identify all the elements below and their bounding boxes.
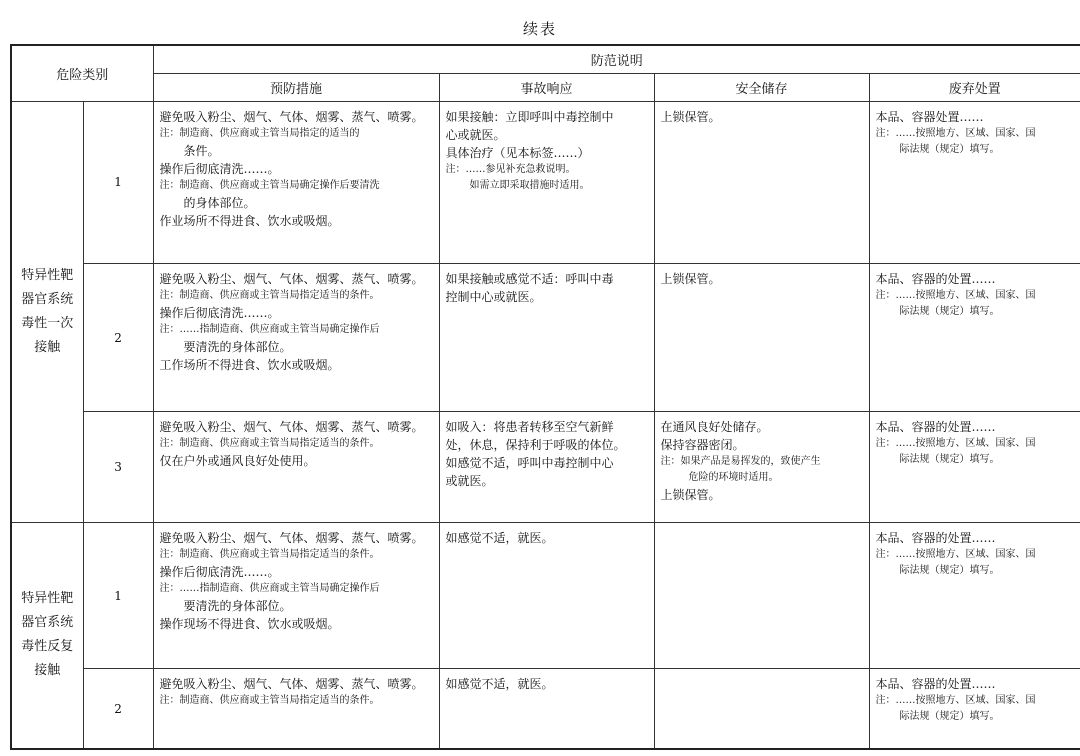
prevention-cell: [153, 669, 439, 749]
note-line: 危险的环境时适用。: [688, 472, 779, 484]
category-line: 毒性反复: [21, 639, 74, 655]
text-line: 的身体部位。: [183, 195, 256, 210]
text-line: 上锁保管。: [660, 272, 721, 286]
category-line: 接触: [34, 339, 61, 355]
text-line: 工作场所不得进食、饮水或吸烟。: [159, 358, 340, 372]
note-line: 际法规（规定）填写。: [899, 143, 1000, 155]
note-line: 际法规（规定）填写。: [899, 454, 1000, 466]
note-line: 注：制造商、供应商或主管当局指定适当的条件。: [159, 438, 380, 450]
text-line: 如果接触：立即呼叫中毒控制中: [445, 109, 614, 124]
text-line: 保持容器密闭。: [660, 438, 745, 453]
note-line: 注：制造商、供应商或主管当局指定适当的条件。: [159, 548, 380, 560]
precautionary-statements-header: 防范说明: [153, 45, 1080, 73]
text-line: 条件。: [183, 143, 220, 158]
category-line: 接触: [34, 663, 61, 679]
note-line: 注：如果产品是易挥发的，致使产生: [660, 456, 821, 468]
level-cell: 3: [83, 412, 153, 522]
disposal-cell: [869, 412, 1080, 522]
text-line: 避免吸入粉尘、烟气、气体、烟雾、蒸气、喷雾。: [159, 272, 424, 286]
text-line: 上锁保管。: [660, 109, 721, 124]
storage-cell: [654, 101, 869, 264]
response-cell: [439, 522, 654, 668]
disposal-cell: [869, 522, 1080, 668]
table-row: [11, 101, 1080, 264]
text-line: 如吸入：将患者转移至空气新鲜: [445, 420, 614, 435]
text-line: 心或就医。: [445, 127, 506, 142]
text-line: 操作后彻底清洗……。: [159, 161, 280, 176]
column-header-prevention: 预防措施: [153, 73, 439, 101]
prevention-cell: [153, 264, 439, 412]
note-line: 注：……按照地方、区域、国家、国: [875, 290, 1036, 301]
text-line: 作业场所不得进食、饮水或吸烟。: [159, 213, 340, 228]
response-cell: [439, 264, 654, 412]
note-line: 注：制造商、供应商或主管当局确定操作后要清洗: [159, 179, 380, 191]
text-line: 避免吸入粉尘、烟气、气体、烟雾、蒸气、喷雾。: [159, 530, 424, 545]
storage-cell: [654, 522, 869, 668]
text-line: 如感觉不适，就医。: [445, 530, 554, 545]
column-header-response: 事故响应: [439, 73, 654, 101]
storage-cell: [654, 669, 869, 749]
text-line: 操作后彻底清洗……。: [159, 564, 280, 579]
text-line: 本品、容器的处置……: [875, 677, 996, 692]
note-line: 注：……指制造商、供应商或主管当局确定操作后: [159, 582, 380, 594]
text-line: 要清洗的身体部位。: [183, 598, 292, 613]
response-cell: [439, 412, 654, 522]
text-line: 上锁保管。: [660, 488, 721, 503]
column-header-storage: 安全储存: [654, 73, 869, 101]
text-line: 本品、容器的处置……: [875, 530, 996, 545]
precaution-table: [10, 44, 1080, 750]
text-line: 仅在户外或通风良好处使用。: [159, 454, 316, 469]
note-line: 如需立即采取措施时适用。: [469, 179, 590, 191]
hazard-category-header: 危险类别: [11, 45, 153, 101]
text-line: 具体治疗（见本标签……）: [445, 145, 590, 160]
prevention-cell: [153, 101, 439, 264]
disposal-cell: [869, 101, 1080, 264]
text-line: 控制中心或就医。: [445, 290, 542, 304]
category-cell-repeated-exposure: [11, 522, 83, 749]
category-line: 器官系统: [21, 291, 74, 307]
category-line: 器官系统: [21, 615, 74, 631]
note-line: 注：……参见补充急救说明。: [445, 163, 576, 175]
text-line: 本品、容器的处置……: [875, 272, 996, 286]
level-cell: 2: [83, 264, 153, 412]
table-row: [11, 264, 1080, 412]
note-line: 际法规（规定）填写。: [899, 711, 1000, 723]
text-line: 处，休息，保持利于呼吸的体位。: [445, 438, 626, 453]
column-header-disposal: 废弃处置: [869, 73, 1080, 101]
note-line: 注：……指制造商、供应商或主管当局确定操作后: [159, 324, 380, 335]
table-caption: 续表: [522, 20, 557, 38]
level-cell: 2: [83, 669, 153, 749]
category-line: 特异性靶: [21, 591, 74, 607]
text-line: 本品、容器的处置……: [875, 420, 996, 435]
text-line: 如果接触或感觉不适：呼叫中毒: [445, 272, 614, 286]
prevention-cell: [153, 522, 439, 668]
disposal-cell: [869, 669, 1080, 749]
storage-cell: [654, 412, 869, 522]
text-line: 操作现场不得进食、饮水或吸烟。: [159, 616, 340, 631]
note-line: 注：……按照地方、区域、国家、国: [875, 548, 1036, 560]
level-cell: 1: [83, 101, 153, 264]
prevention-cell: [153, 412, 439, 522]
category-cell-single-exposure: [11, 101, 83, 522]
table-row: [11, 412, 1080, 522]
text-line: 本品、容器处置……: [875, 109, 984, 124]
text-line: 避免吸入粉尘、烟气、气体、烟雾、蒸气、喷雾。: [159, 420, 424, 435]
category-line: 毒性一次: [21, 315, 74, 331]
category-line: 特异性靶: [21, 267, 74, 283]
note-line: 注：制造商、供应商或主管当局指定适当的条件。: [159, 695, 380, 707]
text-line: 操作后彻底清洗……。: [159, 306, 280, 320]
table-row: [11, 522, 1080, 668]
text-line: 如感觉不适，就医。: [445, 677, 554, 692]
note-line: 际法规（规定）填写。: [899, 564, 1000, 576]
note-line: 注：制造商、供应商或主管当局指定适当的条件。: [159, 290, 380, 301]
table-row: [11, 669, 1080, 749]
note-line: 注：制造商、供应商或主管当局指定的适当的: [159, 127, 360, 139]
note-line: 注：……按照地方、区域、国家、国: [875, 695, 1036, 707]
level-cell: 1: [83, 522, 153, 668]
note-line: 注：……按照地方、区域、国家、国: [875, 438, 1036, 450]
text-line: 避免吸入粉尘、烟气、气体、烟雾、蒸气、喷雾。: [159, 109, 424, 124]
text-line: 在通风良好处储存。: [660, 420, 769, 435]
disposal-cell: [869, 264, 1080, 412]
text-line: 要清洗的身体部位。: [183, 340, 292, 354]
text-line: 如感觉不适，呼叫中毒控制中心: [445, 456, 614, 471]
note-line: 注：……按照地方、区域、国家、国: [875, 127, 1036, 139]
response-cell: [439, 101, 654, 264]
note-line: 际法规（规定）填写。: [899, 306, 1000, 317]
text-line: 或就医。: [445, 474, 494, 489]
text-line: 避免吸入粉尘、烟气、气体、烟雾、蒸气、喷雾。: [159, 677, 424, 692]
storage-cell: [654, 264, 869, 412]
response-cell: [439, 669, 654, 749]
